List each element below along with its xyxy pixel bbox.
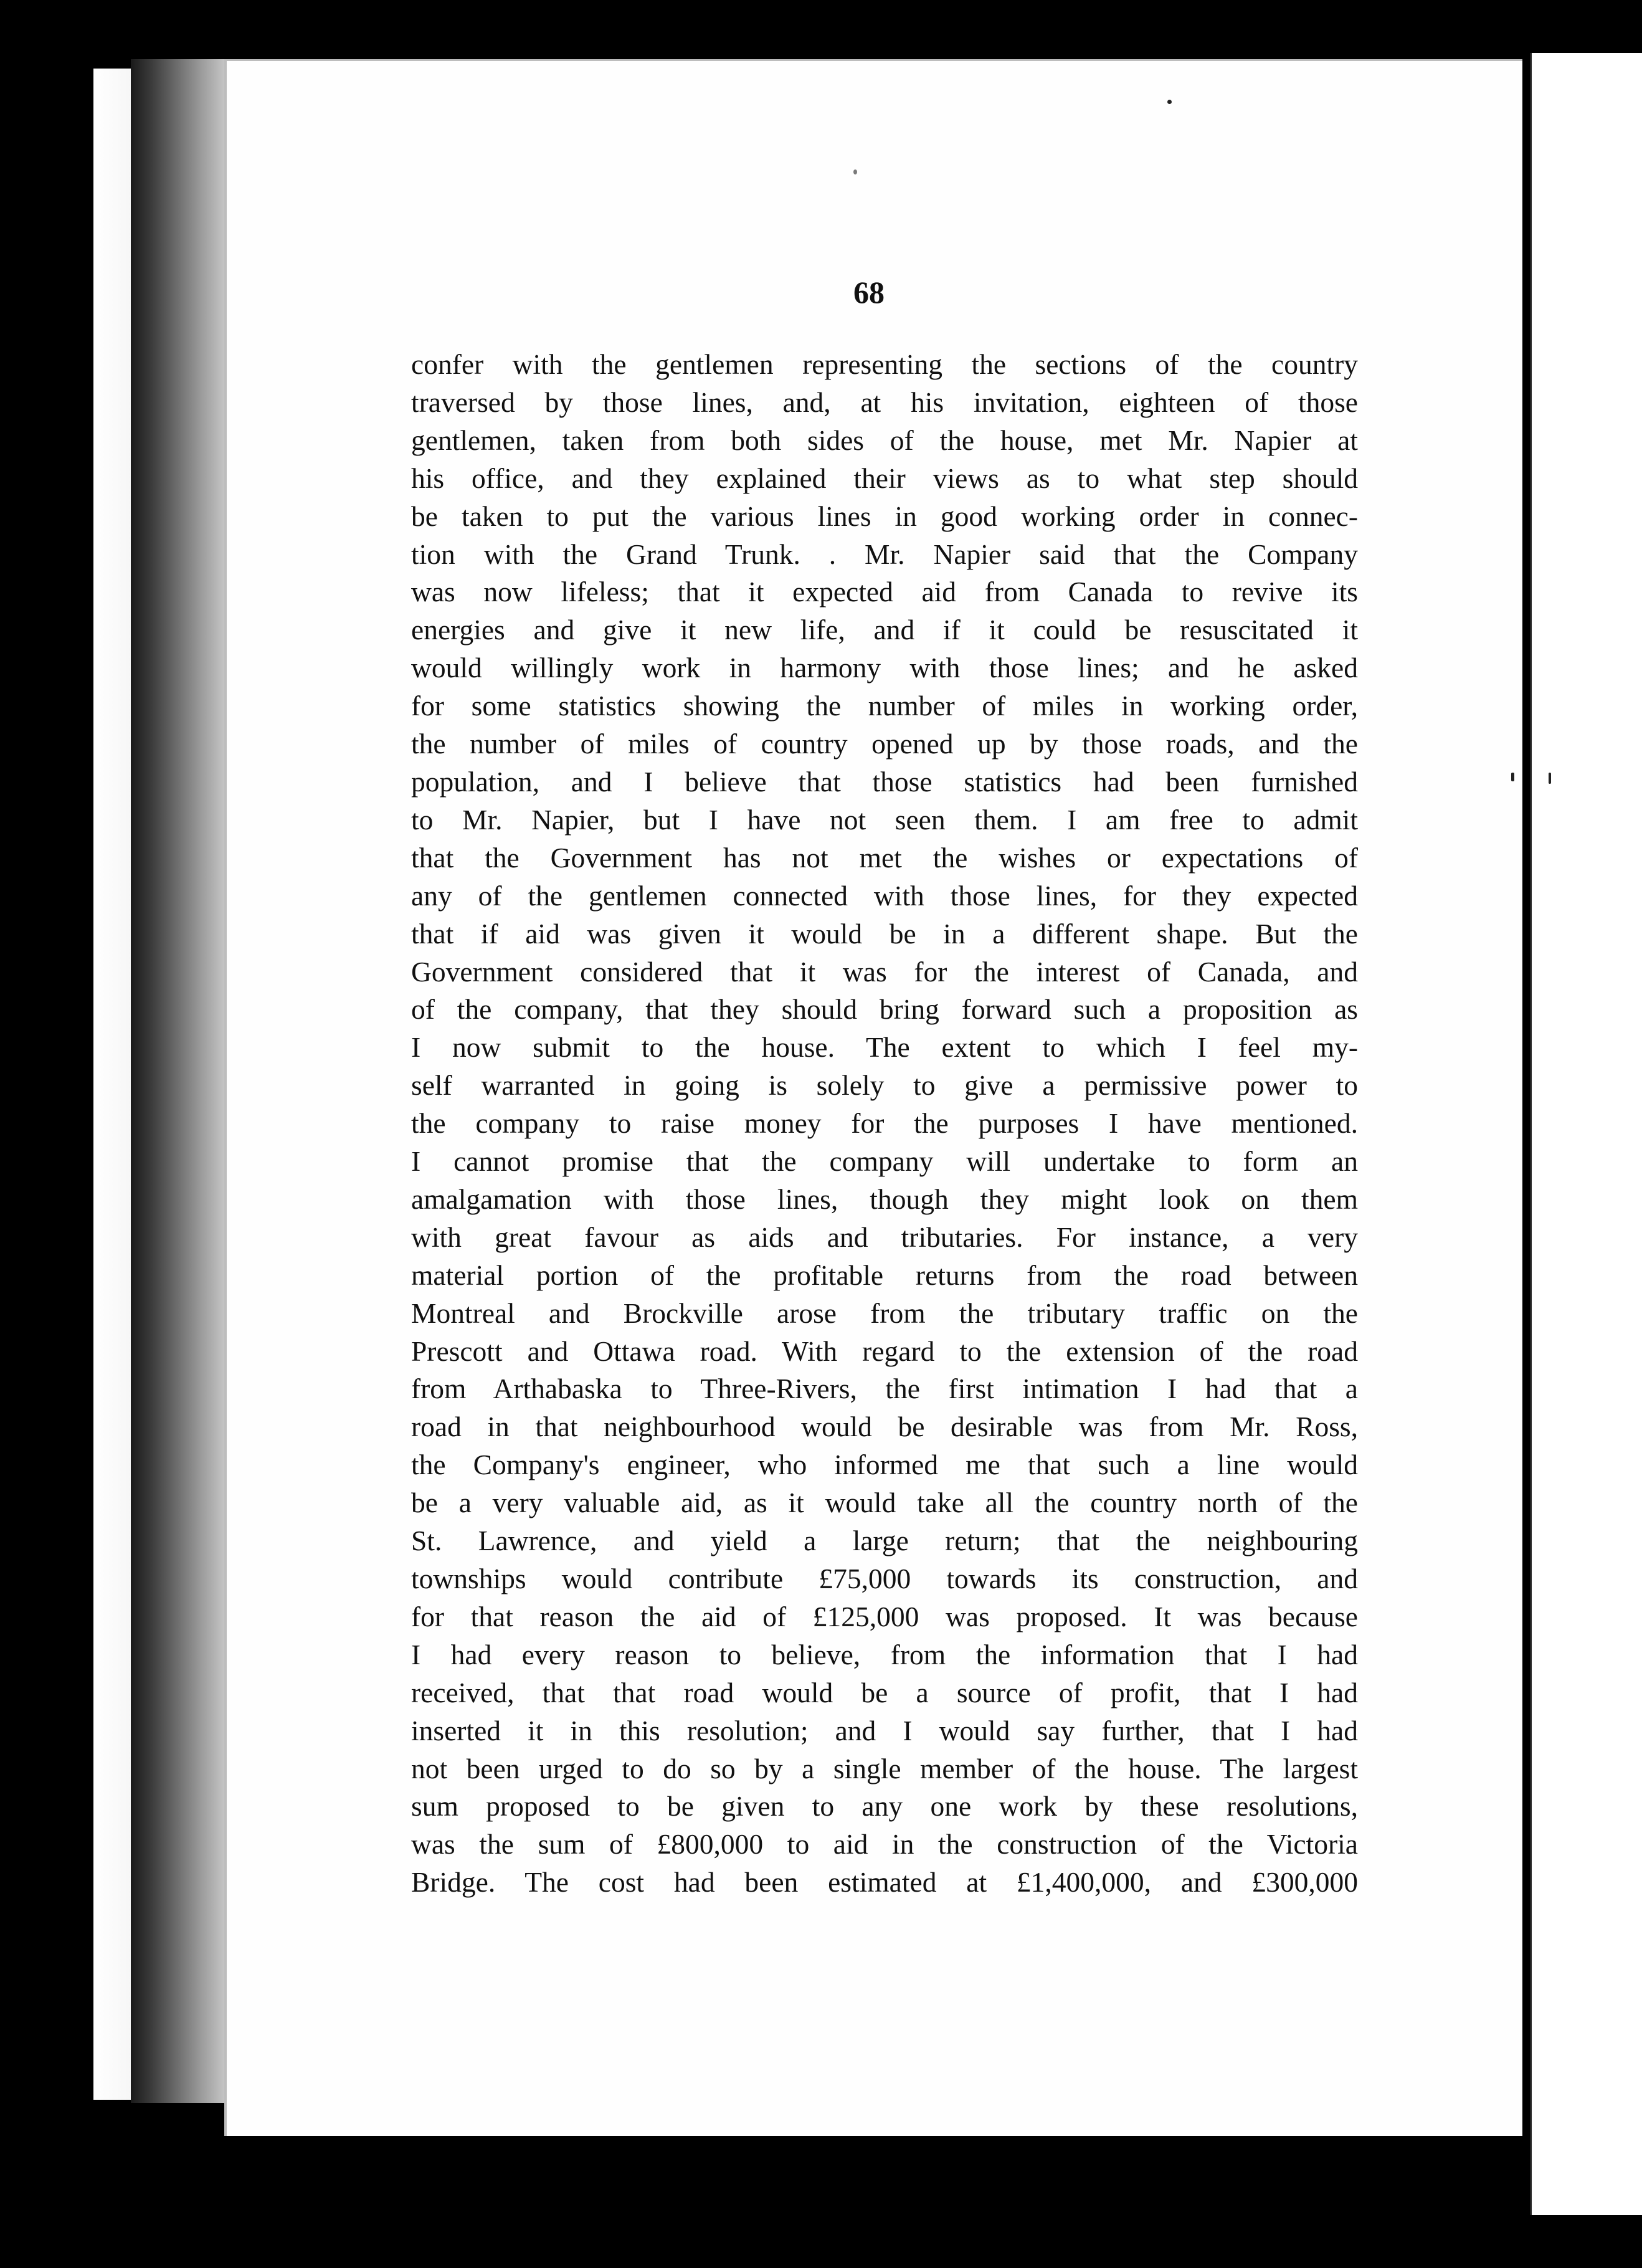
text-line: St. Lawrence, and yield a large return; that the neighbouring (411, 1525, 1358, 1557)
text-line: I had every reason to believe, from the information that I had (411, 1638, 1358, 1670)
text-line: Government considered that it was for the interest of Canada, and (411, 955, 1358, 988)
text-line: was the sum of £800,000 to aid in the construction of the Victoria (411, 1828, 1358, 1861)
text-line: amalgamation with those lines, though they might look on them (411, 1183, 1358, 1215)
text-line: that if aid was given it would be in a different shape. But the (411, 917, 1358, 950)
scan-border-bottom (0, 2215, 1642, 2268)
facing-page-margin (1530, 53, 1642, 2215)
text-line: inserted it in this resolution; and I would say further, that I had (411, 1714, 1358, 1746)
text-line: tion with the Grand Trunk. . Mr. Napier said that the Company (411, 538, 1358, 570)
text-line: to Mr. Napier, but I have not seen them. I am free to admit (411, 803, 1358, 836)
text-line: for that reason the aid of £125,000 was proposed. It was because (411, 1600, 1358, 1632)
text-line: any of the gentlemen connected with those lines, for they expected (411, 879, 1358, 912)
text-line: be a very valuable aid, as it would take all the country north of the (411, 1487, 1358, 1519)
text-line: road in that neighbourhood would be desirable was from Mr. Ross, (411, 1411, 1358, 1443)
text-line: I now submit to the house. The extent to which I feel my- (411, 1031, 1358, 1064)
scan-speck (1549, 773, 1551, 784)
text-line: sum proposed to be given to any one work by these resolutions, (411, 1790, 1358, 1822)
text-line: that the Government has not met the wishes or expectations of (411, 841, 1358, 874)
text-line: Prescott and Ottawa road. With regard to the extension of the road (411, 1335, 1358, 1367)
text-line: from Arthabaska to Three-Rivers, the first intimation I had that a (411, 1373, 1358, 1405)
scan-speck (853, 169, 857, 174)
text-line: gentlemen, taken from both sides of the house, met Mr. Napier at (411, 424, 1358, 456)
text-line: was now lifeless; that it expected aid from Canada to revive its (411, 576, 1358, 608)
text-line: the number of miles of country opened up by those roads, and the (411, 728, 1358, 760)
text-line: self warranted in going is solely to give a permissive power to (411, 1069, 1358, 1102)
text-line: the company to raise money for the purposes I have mentioned. (411, 1107, 1358, 1140)
text-line: Montreal and Brockville arose from the tributary traffic on the (411, 1297, 1358, 1329)
text-line: Bridge. The cost had been estimated at £1,400,000, and £300,000 (411, 1866, 1358, 1899)
text-line: I cannot promise that the company will undertake to form an (411, 1145, 1358, 1178)
text-line: material portion of the profitable returns from the road between (411, 1259, 1358, 1291)
text-line: population, and I believe that those statistics had been furnished (411, 765, 1358, 798)
text-line: would willingly work in harmony with those lines; and he asked (411, 652, 1358, 684)
book-spine-edge (131, 59, 230, 2103)
body-text (411, 346, 1358, 1902)
text-line: townships would contribute £75,000 towards its construction, and (411, 1563, 1358, 1594)
scan-speck (1167, 100, 1172, 104)
text-line: energies and give it new life, and if it could be resuscitated it (411, 614, 1358, 646)
text-line: be taken to put the various lines in good working order in connec- (411, 500, 1358, 532)
text-line: not been urged to do so by a single member of the house. The largest (411, 1752, 1358, 1784)
text-line: confer with the gentlemen representing the sections of the country (411, 348, 1358, 380)
text-line: the Company's engineer, who informed me that such a line would (411, 1449, 1358, 1481)
scan-speck (1511, 773, 1514, 781)
text-line: traversed by those lines, and, at his invitation, eighteen of those (411, 386, 1358, 418)
text-line: his office, and they explained their views as to what step should (411, 462, 1358, 494)
page-number: 68 (853, 275, 885, 310)
text-line: with great favour as aids and tributaries. For instance, a very (411, 1221, 1358, 1253)
text-line: of the company, that they should bring forward such a proposition as (411, 993, 1358, 1026)
text-line: for some statistics showing the number of miles in working order, (411, 690, 1358, 722)
text-line: received, that that road would be a source of profit, that I had (411, 1676, 1358, 1708)
